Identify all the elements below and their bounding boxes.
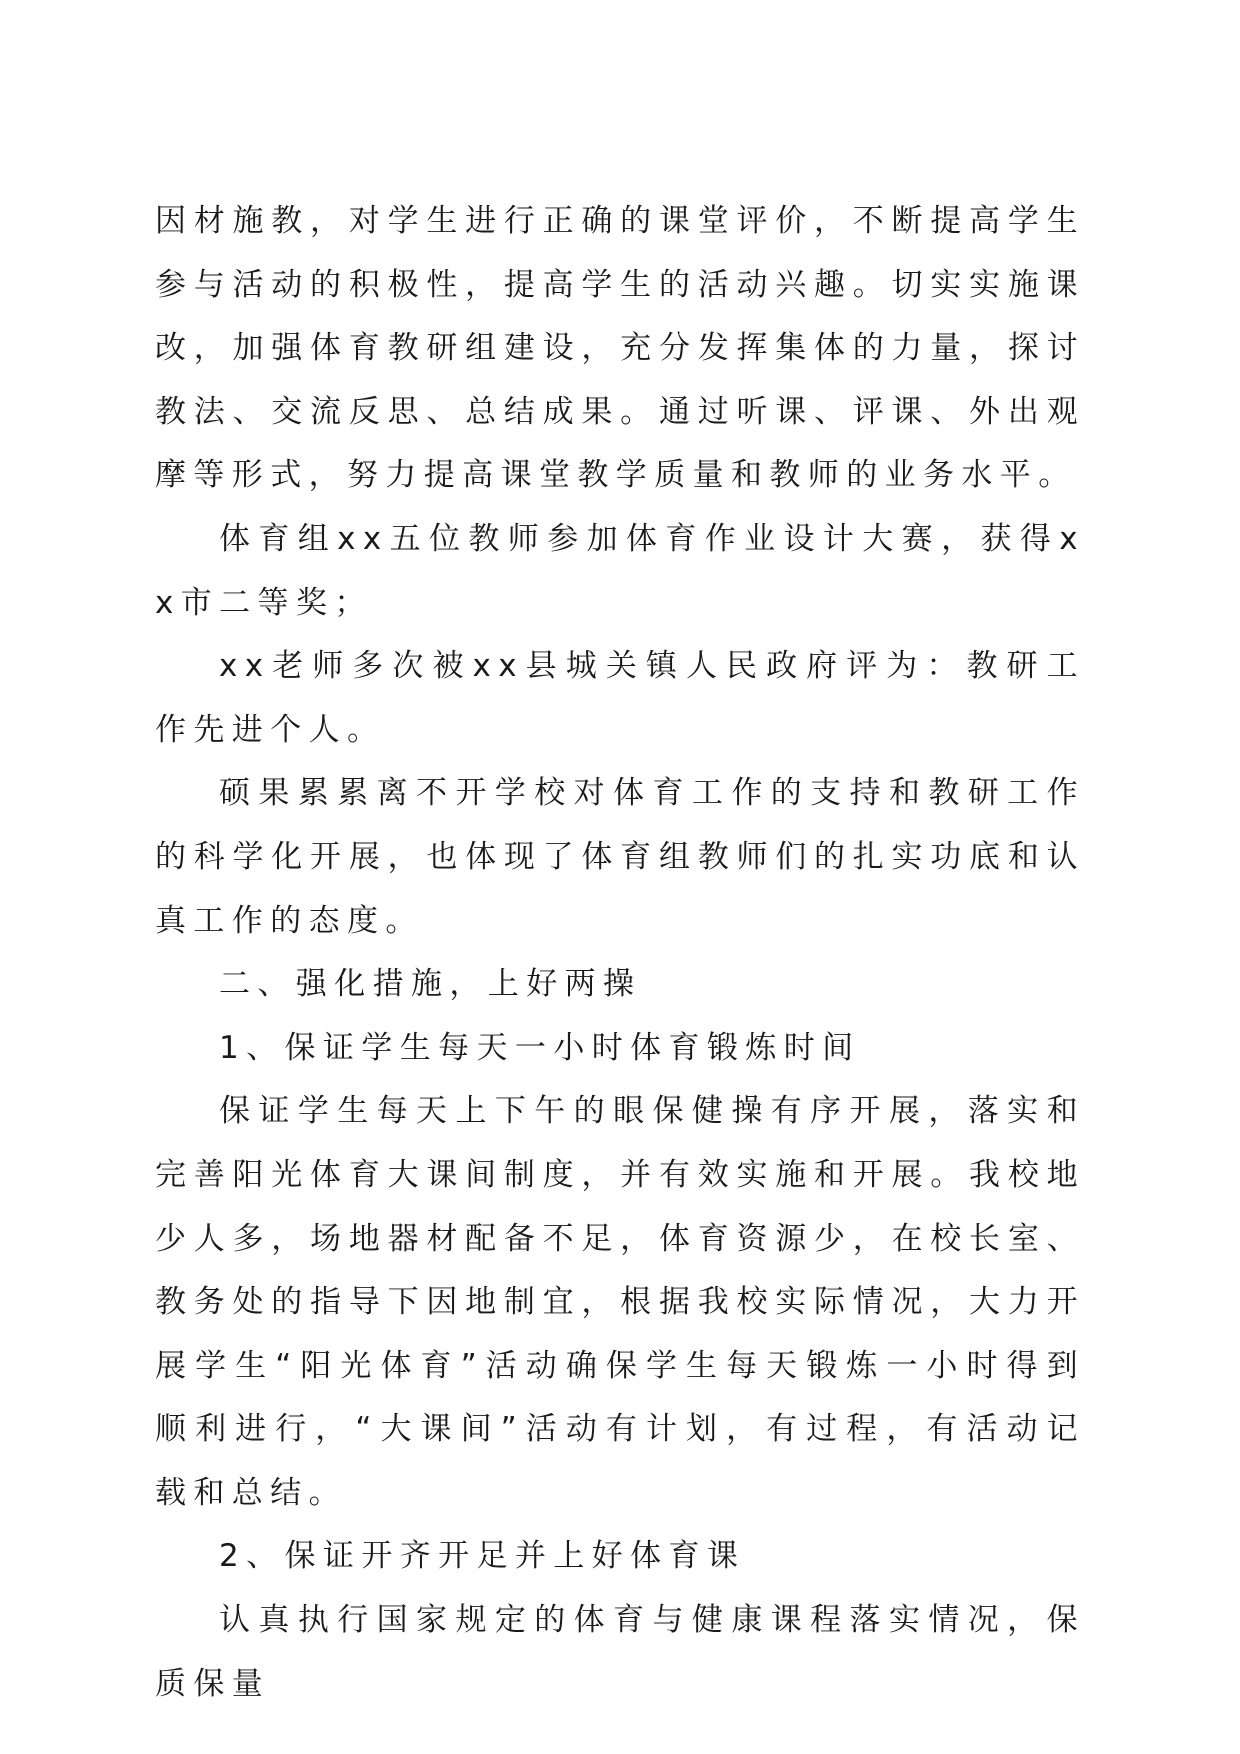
section-heading-two-exercises: 二、强化措施，上好两操 [219,966,642,1003]
document-body [155,190,1085,1716]
subheading-daily-exercise-hour: 1、保证学生每天一小时体育锻炼时间 [219,1029,861,1066]
paragraph-continued-teaching: 因材施教，对学生进行正确的课堂评价，不断提高学生参与活动的积极性，提高学生的活动兴趣。切实实施课改，加强体育教研组建设，充分发挥集体的力量，探讨教法、交流反思、总结成果。通过听课、评课、外出观摩等形式，努力提高课堂教学质量和教师的业务水平。 [155,203,1085,494]
paragraph-curriculum-implementation: 认真执行国家规定的体育与健康课程落实情况，保质保量 [155,1602,1085,1702]
paragraph-achievements: 硕果累累离不开学校对体育工作的支持和教研工作的科学化开展，也体现了体育组教师们的扎实功底和认真工作的态度。 [155,775,1085,939]
paragraph-teacher-award: xx老师多次被xx县城关镇人民政府评为：教研工作先进个人。 [155,648,1085,748]
paragraph-sunshine-sports: 保证学生每天上下午的眼保健操有序开展，落实和完善阳光体育大课间制度，并有效实施和开展。我校地少人多，场地器材配备不足，体育资源少，在校长室、教务处的指导下因地制宜，根据我校实际情况，大力开展学生“阳光体育”活动确保学生每天锻炼一小时得到顺利进行，“大课间”活动有计划，有过程，有活动记载和总结。 [155,1093,1085,1511]
paragraph-homework-contest: 体育组xx五位教师参加体育作业设计大赛，获得xx市二等奖； [155,520,1085,621]
subheading-pe-classes: 2、保证开齐开足并上好体育课 [219,1538,746,1575]
